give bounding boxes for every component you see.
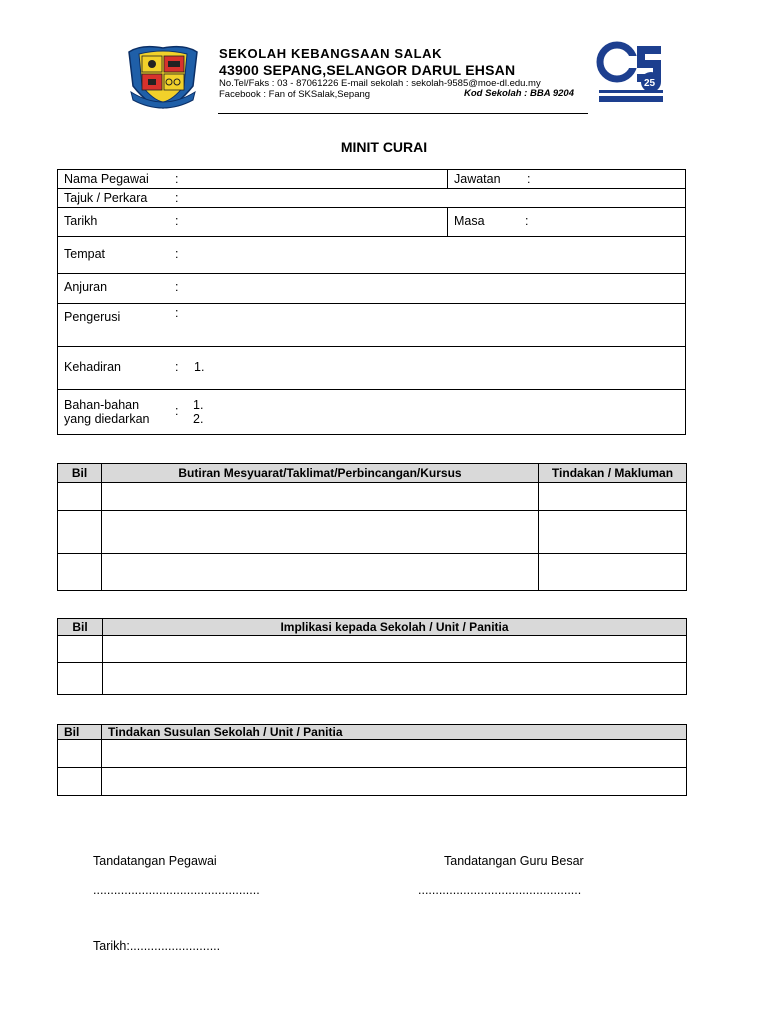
table-row	[58, 483, 687, 511]
table-cell[interactable]	[102, 554, 539, 591]
signature-guru-besar-line[interactable]: ...............................................	[418, 883, 582, 897]
colon: :	[525, 214, 529, 228]
table-cell[interactable]	[102, 483, 539, 511]
header-bil: Bil	[58, 725, 102, 740]
header-divider	[218, 113, 588, 114]
table-row	[58, 511, 687, 554]
table-cell[interactable]	[102, 768, 687, 796]
colon: :	[175, 214, 179, 228]
table-cell[interactable]	[58, 511, 102, 554]
bahan-item-2: 2.	[193, 412, 204, 426]
label-tajuk: Tajuk / Perkara	[64, 191, 148, 205]
table-row	[58, 636, 687, 663]
table-cell[interactable]	[539, 554, 687, 591]
table-cell[interactable]	[58, 483, 102, 511]
colon: :	[175, 404, 179, 418]
table-row	[58, 554, 687, 591]
info-row-divider	[58, 188, 685, 189]
signature-guru-besar-label: Tandatangan Guru Besar	[444, 854, 584, 868]
label-masa: Masa	[454, 214, 485, 228]
info-row-divider	[58, 303, 685, 304]
header-bil: Bil	[58, 619, 103, 636]
header-tindakan-susulan: Tindakan Susulan Sekolah / Unit / Panitia	[102, 725, 687, 740]
school-code: Kod Sekolah : BBA 9204	[464, 88, 574, 99]
header-butiran: Butiran Mesyuarat/Taklimat/Perbincangan/Kursus	[102, 464, 539, 483]
info-table	[57, 169, 686, 435]
table-cell[interactable]	[102, 511, 539, 554]
table-cell[interactable]	[103, 636, 687, 663]
school-contact: No.Tel/Faks : 03 - 87061226 E-mail sekolah : sekolah-9585@moe-dl.edu.my	[219, 78, 541, 89]
table-cell[interactable]	[539, 483, 687, 511]
table-cell[interactable]	[539, 511, 687, 554]
table-row	[58, 663, 687, 695]
butiran-table	[57, 463, 687, 591]
header-implikasi: Implikasi kepada Sekolah / Unit / Panitia	[103, 619, 687, 636]
signature-tarikh[interactable]: Tarikh:..........................	[93, 939, 221, 953]
info-col-divider	[447, 207, 448, 236]
table-cell[interactable]	[103, 663, 687, 695]
colon: :	[175, 306, 179, 320]
label-pengerusi: Pengerusi	[64, 310, 121, 324]
label-tempat: Tempat	[64, 247, 105, 261]
label-anjuran: Anjuran	[64, 280, 108, 294]
table-cell[interactable]	[58, 768, 102, 796]
info-row-divider	[58, 207, 685, 208]
table-row	[58, 740, 687, 768]
school-facebook: Facebook : Fan of SKSalak,Sepang	[219, 89, 371, 100]
header-tindakan-makluman: Tindakan / Makluman	[539, 464, 687, 483]
signature-pegawai-line[interactable]: ................................................	[93, 883, 260, 897]
school-crest-logo	[127, 42, 199, 110]
table-row	[58, 768, 687, 796]
kehadiran-item-1: 1.	[194, 360, 205, 374]
colon: :	[175, 360, 179, 374]
info-col-divider	[447, 170, 448, 188]
colon: :	[175, 191, 179, 205]
label-kehadiran: Kehadiran	[64, 360, 121, 374]
label-bahan-line2: yang diedarkan	[64, 412, 150, 426]
colon: :	[175, 280, 179, 294]
document-title: MINIT CURAI	[340, 139, 428, 155]
table-cell[interactable]	[58, 636, 103, 663]
colon: :	[175, 247, 179, 261]
header-bil: Bil	[58, 464, 102, 483]
implikasi-table	[57, 618, 687, 695]
info-row-divider	[58, 389, 685, 390]
bahan-item-1: 1.	[193, 398, 204, 412]
table-cell[interactable]	[58, 663, 103, 695]
table-cell[interactable]	[102, 740, 687, 768]
logo-number: 25	[644, 78, 656, 89]
label-tarikh: Tarikh	[64, 214, 98, 228]
label-bahan-line1: Bahan-bahan	[64, 398, 140, 412]
colon: :	[527, 172, 531, 186]
label-jawatan: Jawatan	[454, 172, 501, 186]
info-row-divider	[58, 236, 685, 237]
school-name: SEKOLAH KEBANGSAAN SALAK	[219, 46, 443, 61]
info-row-divider	[58, 346, 685, 347]
signature-pegawai-label: Tandatangan Pegawai	[93, 854, 217, 868]
school-address: 43900 SEPANG,SELANGOR DARUL EHSAN	[219, 62, 516, 78]
info-row-divider	[58, 273, 685, 274]
table-cell[interactable]	[58, 740, 102, 768]
colon: :	[175, 172, 179, 186]
anniversary-logo	[595, 38, 667, 108]
label-nama-pegawai: Nama Pegawai	[64, 172, 149, 186]
tindakan-susulan-table	[57, 724, 687, 796]
table-cell[interactable]	[58, 554, 102, 591]
